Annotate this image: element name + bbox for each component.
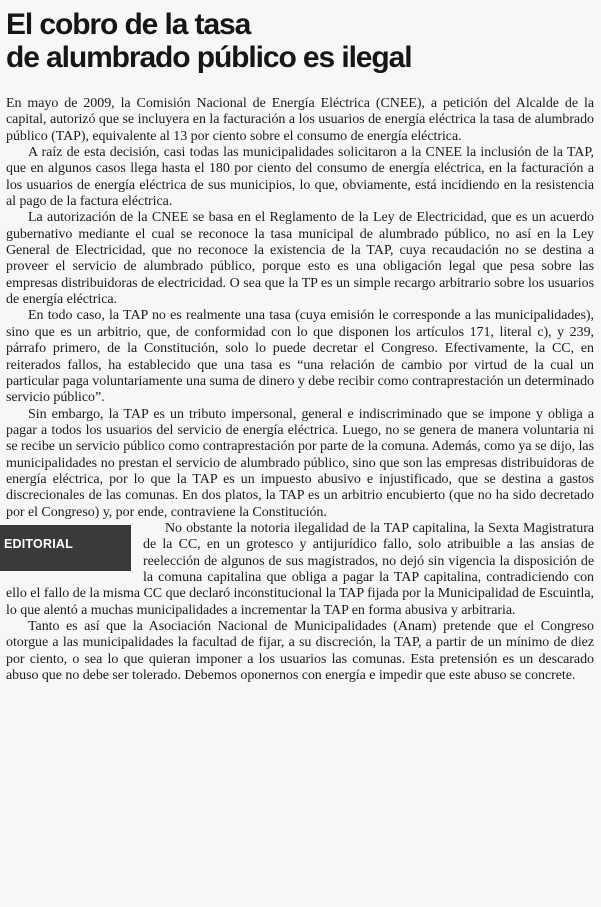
paragraph-7: Tanto es así que la Asociación Nacional de Municipalidades (Anam) pretende que el Congreso otorgue a las municipalidades la facultad de fijar, a su discreción, la TAP, a partir de un mínimo de diez por ciento, o sea lo que quieran imponer a los usuarios las comunas. Esta pretensión es un descarado abuso que no debe ser tolerado. Debemos oponernos con energía e impedir que este abuso se concrete. [6, 619, 594, 684]
headline-line-1: El cobro de la tasa [6, 8, 251, 41]
paragraph-6: No obstante la notoria ilegalidad de la TAP capitalina, la Sexta Magistratura de la CC, en un grotesco y antijurídico fallo, solo atribuible a las ansias de reelección de algunos de sus magistrados, no dejó sin vigencia la disposición de la comuna capitalina que obliga a pagar la TAP capitalina, contradiciendo con ello el fallo de la misma CC que declaró inconstitucional la TAP fijada por la Municipalidad de Escuintla, lo que alentó a muchas municipalidades a incrementar la TAP en forma abusiva y arbitraria. [6, 520, 594, 618]
paragraph-3: La autorización de la CNEE se basa en el Reglamento de la Ley de Electricidad, que es un acuerdo gubernativo mediante el cual se reconoce la tasa municipal de alumbrado público, no así en la Ley General de Electricidad, que no reconoce la existencia de la TAP, cuya recaudación no se destina a proveer el servicio de alumbrado público, porque esto es una obligación legal que pesa sobre las empresas distribuidoras de electricidad. O sea que la TP es un simple recargo arbitrario sobre los usuarios de energía eléctrica. [6, 210, 594, 308]
paragraph-4: En todo caso, la TAP no es realmente una tasa (cuya emisión le corresponde a las municipalidades), sino que es un arbitrio, que, de conformidad con lo que disponen los artículos 171, literal c), y 239, párrafo primero, de la Constitución, solo lo puede decretar el Congreso. Efectivamente, la CC, en reiterados fallos, ha establecido que una tasa es “una relación de cambio por virtud de la cual un particular paga voluntariamente una suma de dinero y debe recibir como contraprestación un determinado servicio público”. [6, 308, 594, 406]
article-body [6, 96, 594, 684]
section-tag [0, 525, 131, 571]
headline-line-2: de alumbrado público es ilegal [6, 41, 412, 74]
section-tag-label: EDITORIAL [4, 536, 73, 551]
headline [6, 8, 596, 74]
paragraph-1: En mayo de 2009, la Comisión Nacional de Energía Eléctrica (CNEE), a petición del Alcalde de la capital, autorizó que se incluyera en la facturación a los usuarios de energía eléctrica la tasa de alumbrado público (TAP), equivalente al 13 por ciento sobre el consumo de energía eléctrica. [6, 96, 594, 144]
paragraph-2: A raíz de esta decisión, casi todas las municipalidades solicitaron a la CNEE la inclusión de la TAP, que en algunos casos llega hasta el 180 por ciento del consumo de energía eléctrica, en la facturación a los usuarios de energía eléctrica de sus municipios, lo que, obviamente, está incidiendo en la resistencia al pago de la factura eléctrica. [6, 145, 594, 210]
paragraph-5: Sin embargo, la TAP es un tributo impersonal, general e indiscriminado que se impone y obliga a pagar a todos los usuarios del servicio de energía eléctrica. Luego, no se genera de manera voluntaria ni se recibe un servicio público como contraprestación por parte de la comuna. Además, como ya se dijo, las municipalidades no prestan el servicio de alumbrado público, sino que son las empresas distribuidoras de energía eléctrica, por lo que la TAP es un impuesto abusivo e injustificado, que se destina a gastos discrecionales de las comunas. En dos platos, la TAP es un arbitrio encubierto (que no ha sido decretado por el Congreso) y, por ende, contraviene la Constitución. [6, 406, 594, 520]
